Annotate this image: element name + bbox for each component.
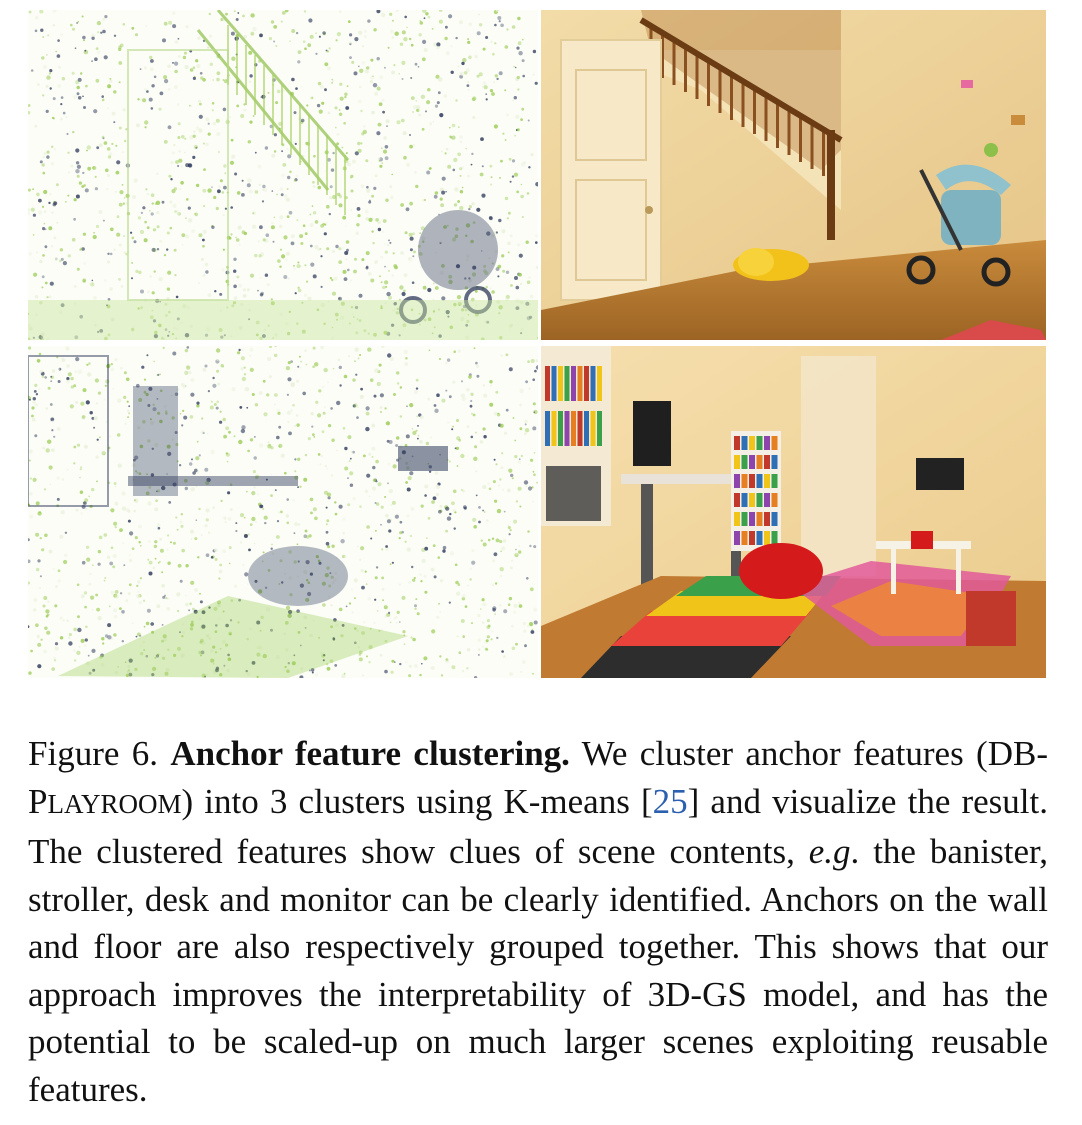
caption-text-4: . the banister, stroller, desk and monitor can be clearly identified. Anchors on the wall and floor are also respectively grouped together. This shows that our approach improves the interpretability of 3D-GS model, and has the potential to be scaled-up on much larger scenes exploiting reusable features. — [28, 832, 1048, 1109]
caption-text-2: ) into 3 clusters using K-means [ — [181, 781, 653, 821]
staircase-photo — [541, 10, 1046, 340]
citation-link[interactable]: 25 — [652, 781, 688, 821]
figure-label: Figure 6. — [28, 734, 158, 773]
playroom-cluster-image — [28, 346, 538, 678]
caption-smallcaps: LAYROOM — [47, 788, 182, 819]
caption-text-3: ] and visualize the result. The clustered features show clues of scene contents, — [28, 781, 1048, 871]
figure — [28, 10, 1046, 678]
figure-title: Anchor feature clustering. — [170, 734, 570, 773]
caption-text-1: We cluster anchor features (DB-P — [28, 734, 1048, 821]
figure-caption — [28, 730, 1048, 1113]
staircase-cluster-image — [28, 10, 538, 340]
caption-eg: e.g — [808, 832, 851, 871]
playroom-photo — [541, 346, 1046, 678]
